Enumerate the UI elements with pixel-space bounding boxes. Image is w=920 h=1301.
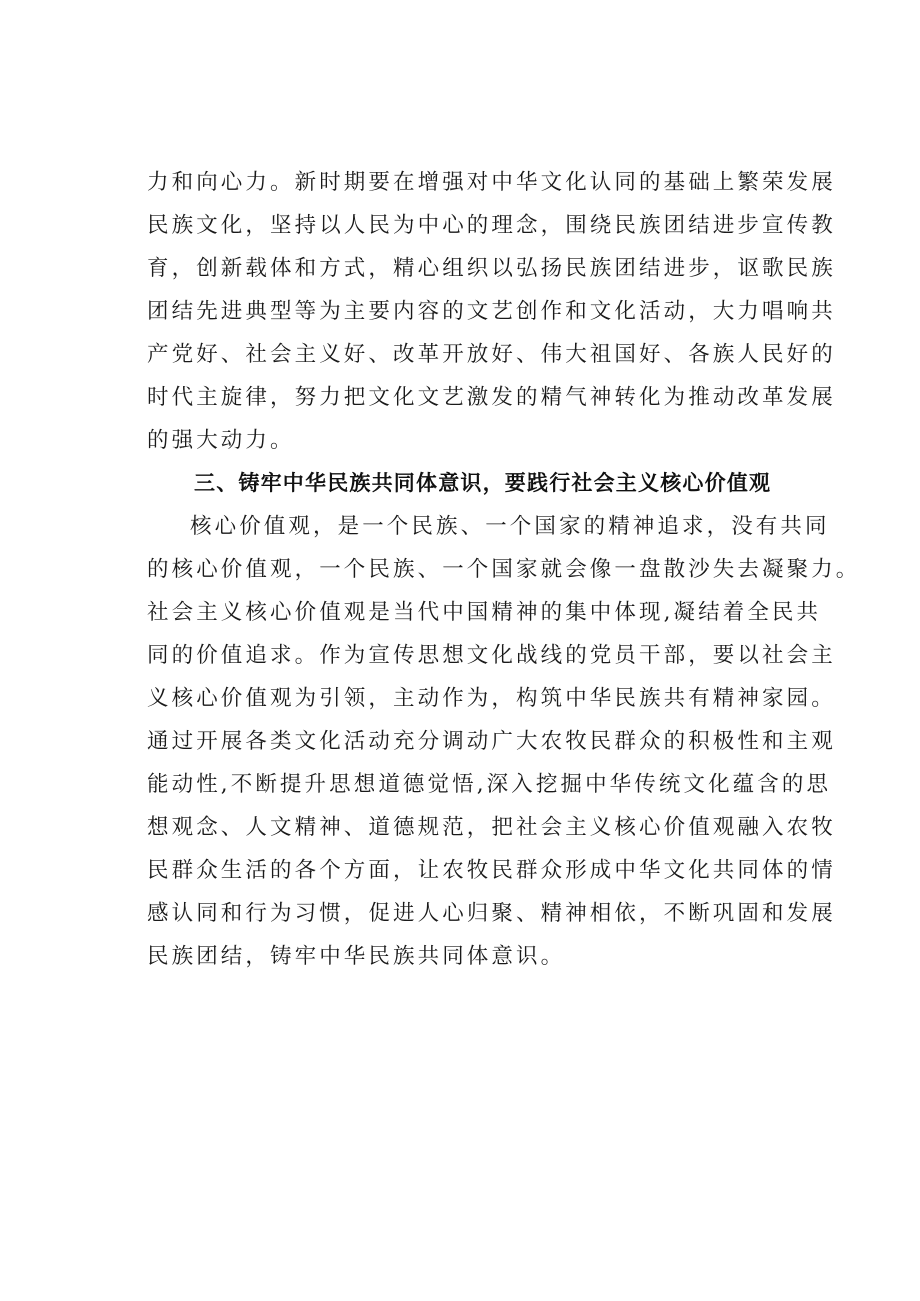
paragraph-line: 同的价值追求。作为宣传思想文化战线的党员干部，要以社会主 <box>147 643 836 668</box>
paragraph-line: 民群众生活的各个方面，让农牧民群众形成中华文化共同体的情 <box>147 858 836 883</box>
paragraph-line: 产党好、社会主义好、改革开放好、伟大祖国好、各族人民好的 <box>147 342 836 367</box>
paragraph-line: 想观念、人文精神、道德规范，把社会主义核心价值观融入农牧 <box>147 815 836 840</box>
paragraph-line: 时代主旋律，努力把文化文艺激发的精气神转化为推动改革发展 <box>147 385 836 410</box>
section-heading: 三、铸牢中华民族共同体意识，要践行社会主义核心价值观 <box>194 471 772 495</box>
paragraph-line: 民族文化，坚持以人民为中心的理念，围绕民族团结进步宣传教 <box>147 213 836 238</box>
paragraph-line: 的强大动力。 <box>147 428 295 453</box>
paragraph-line: 的核心价值观，一个民族、一个国家就会像一盘散沙失去凝聚力。 <box>147 557 861 582</box>
paragraph-line: 通过开展各类文化活动充分调动广大农牧民群众的积极性和主观 <box>147 729 836 754</box>
paragraph-line: 团结先进典型等为主要内容的文艺创作和文化活动，大力唱响共 <box>147 299 836 324</box>
paragraph-line: 感认同和行为习惯，促进人心归聚、精神相依，不断巩固和发展 <box>147 901 836 926</box>
paragraph-line: 核心价值观，是一个民族、一个国家的精神追求，没有共同 <box>190 514 830 539</box>
paragraph-line: 民族团结，铸牢中华民族共同体意识。 <box>147 944 566 969</box>
paragraph-line: 义核心价值观为引领，主动作为，构筑中华民族共有精神家园。 <box>147 686 836 711</box>
paragraph-line: 育，创新载体和方式，精心组织以弘扬民族团结进步，讴歌民族 <box>147 256 836 281</box>
paragraph-line: 社会主义核心价值观是当代中国精神的集中体现,凝结着全民共 <box>147 600 822 625</box>
paragraph-continuation <box>147 161 836 462</box>
paragraph-core-values <box>147 505 861 978</box>
paragraph-line: 能动性,不断提升思想道德觉悟,深入挖掘中华传统文化蕴含的思 <box>147 772 832 797</box>
paragraph-line: 力和向心力。新时期要在增强对中华文化认同的基础上繁荣发展 <box>147 170 836 195</box>
